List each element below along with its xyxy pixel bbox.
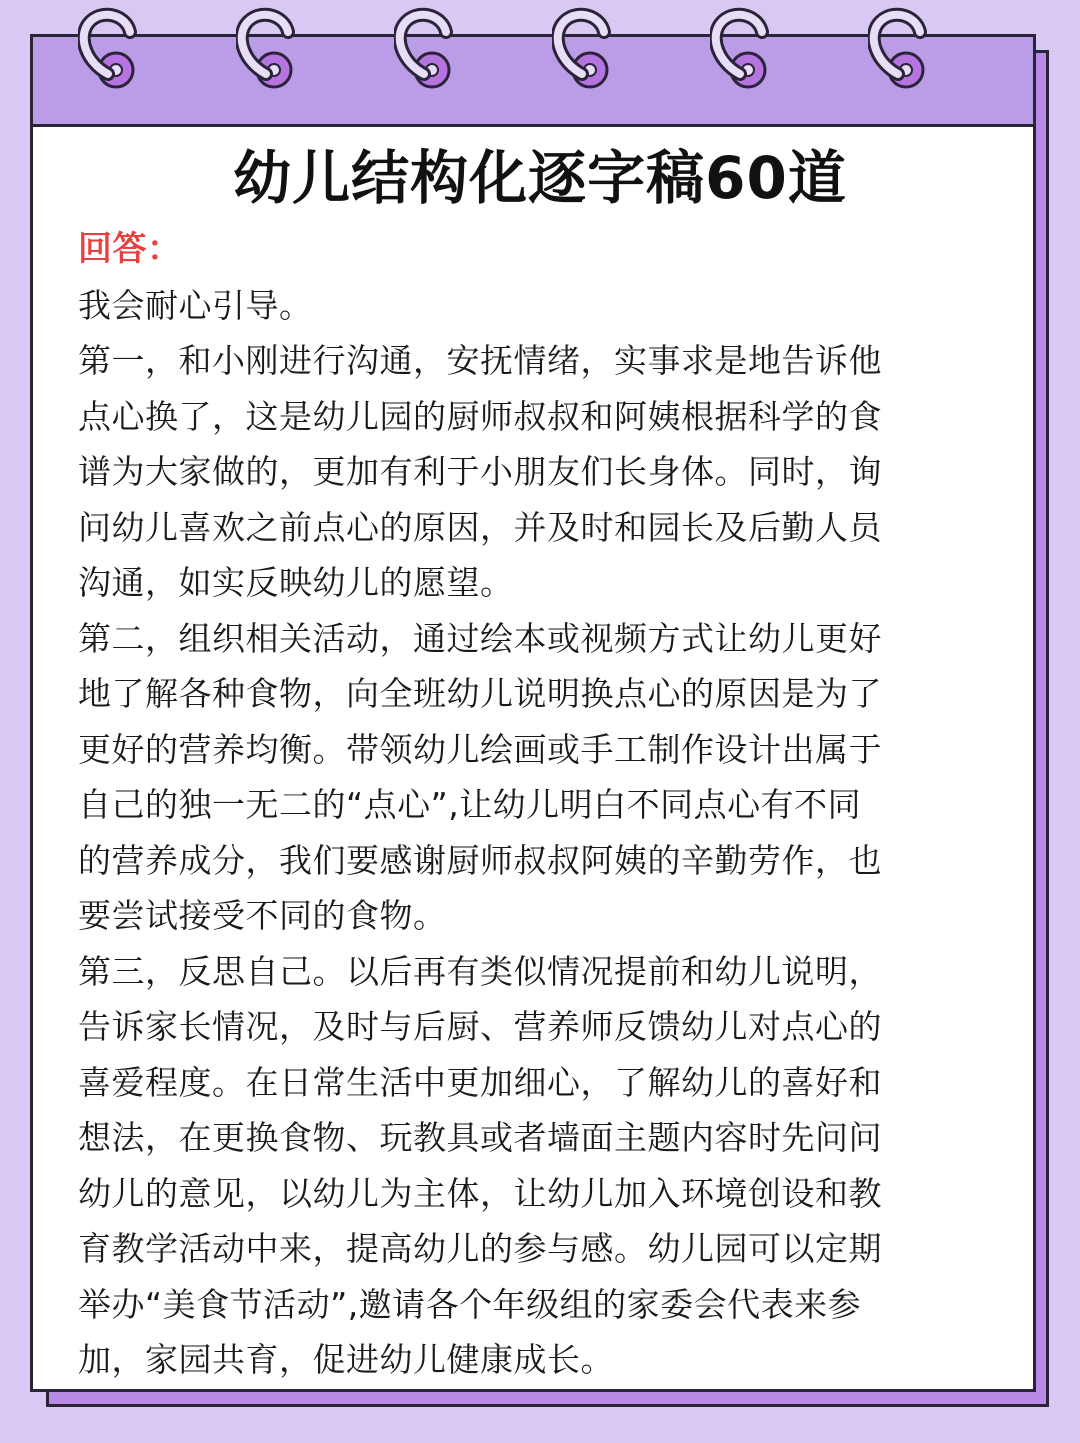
answer-text-line: 育教学活动中来，提高幼儿的参与感。幼儿园可以定期 bbox=[78, 1229, 882, 1268]
answer-text-line: 举办“美食节活动”,邀请各个年级组的家委会代表来参 bbox=[78, 1284, 862, 1324]
answer-text-line: 我会耐心引导。 bbox=[78, 285, 313, 325]
answer-content bbox=[78, 222, 988, 1388]
answer-text-line: 问幼儿喜欢之前点心的原因，并及时和园长及后勤人员 bbox=[78, 507, 882, 547]
answer-text-line: 喜爱程度。在日常生活中更加细心，了解幼儿的喜好和 bbox=[78, 1062, 882, 1102]
spiral-ring-icon bbox=[78, 0, 168, 100]
answer-text-line: 沟通，如实反映幼儿的愿望。 bbox=[78, 563, 514, 602]
answer-text-line: 点心换了，这是幼儿园的厨师叔叔和阿姨根据科学的食 bbox=[78, 396, 882, 436]
answer-text-line: 的营养成分，我们要感谢厨师叔叔阿姨的辛勤劳作，也 bbox=[78, 840, 882, 880]
answer-text-line: 想法，在更换食物、玩教具或者墙面主题内容时先问问 bbox=[78, 1118, 882, 1157]
spiral-ring-icon bbox=[868, 0, 958, 100]
answer-text-line: 要尝试接受不同的食物。 bbox=[78, 896, 447, 935]
page-title: 幼儿结构化逐字稿60道 bbox=[233, 144, 847, 212]
spiral-ring-icon bbox=[552, 0, 642, 100]
spiral-ring-icon bbox=[710, 0, 800, 100]
answer-text-line: 自己的独一无二的“点心”,让幼儿明白不同点心有不同 bbox=[78, 785, 862, 824]
answer-text-line: 幼儿的意见，以幼儿为主体，让幼儿加入环境创设和教 bbox=[78, 1173, 882, 1213]
spiral-ring-icon bbox=[236, 0, 326, 100]
spiral-ring-icon bbox=[394, 0, 484, 100]
answer-text-lines bbox=[78, 278, 988, 1388]
answer-label: 回答： bbox=[78, 229, 182, 269]
answer-text-line: 第一，和小刚进行沟通，安抚情绪，实事求是地告诉他 bbox=[78, 341, 882, 380]
answer-text-line: 地了解各种食物，向全班幼儿说明换点心的原因是为了 bbox=[78, 674, 882, 713]
answer-text-line: 更好的营养均衡。带领幼儿绘画或手工制作设计出属于 bbox=[78, 729, 882, 769]
answer-text-line: 加，家园共育，促进幼儿健康成长。 bbox=[78, 1340, 614, 1379]
answer-text-line: 谱为大家做的，更加有利于小朋友们长身体。同时，询 bbox=[78, 452, 882, 491]
answer-text-line: 告诉家长情况，及时与后厨、营养师反馈幼儿对点心的 bbox=[78, 1007, 882, 1046]
answer-text-line: 第二，组织相关活动，通过绘本或视频方式让幼儿更好 bbox=[78, 618, 882, 658]
answer-text-line: 第三，反思自己。以后再有类似情况提前和幼儿说明， bbox=[78, 951, 882, 991]
